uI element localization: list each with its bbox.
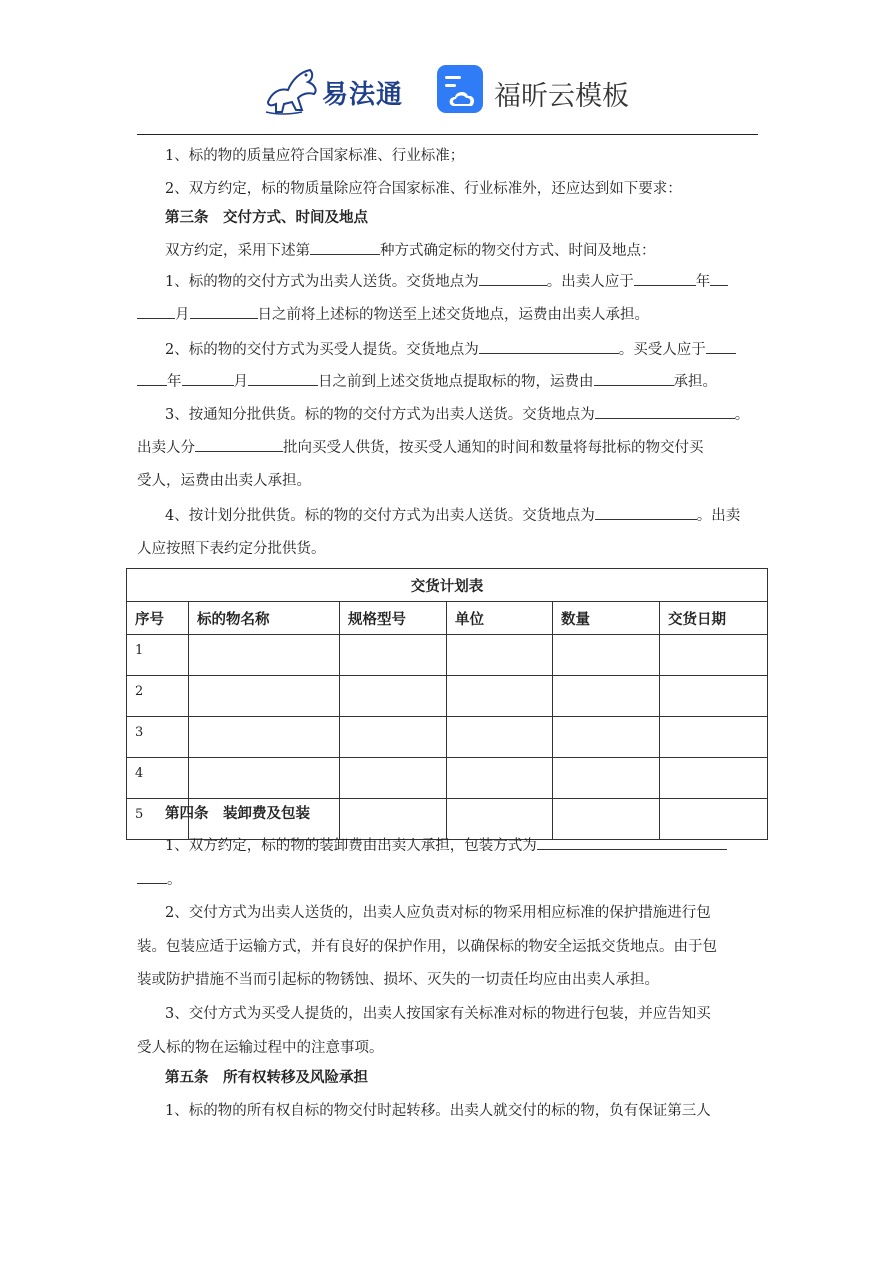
table-cell[interactable] xyxy=(340,717,447,758)
fuxin-text: 福昕云模板 xyxy=(494,81,629,112)
table-cell[interactable] xyxy=(553,676,660,717)
table-cell[interactable] xyxy=(189,717,340,758)
blank-field[interactable] xyxy=(594,371,674,386)
blank-field[interactable] xyxy=(479,339,619,354)
page-header xyxy=(0,58,893,128)
table-cell[interactable] xyxy=(660,717,768,758)
column-header: 标的物名称 xyxy=(189,602,340,635)
blank-field[interactable] xyxy=(479,271,547,286)
yifatong-logo xyxy=(262,62,412,118)
table-cell[interactable] xyxy=(340,635,447,676)
paragraph: 3、交付方式为买受人提货的，出卖人按国家有关标准对标的物进行包装，并应告知买 xyxy=(165,1006,711,1022)
column-header: 交货日期 xyxy=(660,602,768,635)
paragraph: 。 xyxy=(137,869,762,890)
table-cell[interactable] xyxy=(189,635,340,676)
row-number: 5 xyxy=(127,799,189,840)
blank-field[interactable] xyxy=(706,339,736,354)
paragraph: 受人标的物在运输过程中的注意事项。 xyxy=(137,1040,384,1056)
row-number: 1 xyxy=(127,635,189,676)
table-cell[interactable] xyxy=(447,676,553,717)
paragraph: 2、交付方式为出卖人送货的，出卖人应负责对标的物采用相应标准的保护措施进行包 xyxy=(165,905,711,921)
table-cell[interactable] xyxy=(553,717,660,758)
table-row xyxy=(127,758,768,799)
table-cell[interactable] xyxy=(447,717,553,758)
column-header: 数量 xyxy=(553,602,660,635)
blank-field[interactable] xyxy=(248,371,318,386)
paragraph: 受人，运费由出卖人承担。 xyxy=(137,473,311,489)
table-cell[interactable] xyxy=(447,758,553,799)
table-row xyxy=(127,635,768,676)
blank-field[interactable] xyxy=(537,835,727,850)
paragraph: 2、标的物的交付方式为买受人提货。交货地点为 。买受人应于 xyxy=(165,339,762,360)
table-cell[interactable] xyxy=(553,758,660,799)
blank-field[interactable] xyxy=(137,869,167,884)
paragraph: 出卖人分 批向买受人供货，按买受人通知的时间和数量将每批标的物交付买 xyxy=(137,437,762,458)
blank-field[interactable] xyxy=(137,371,167,386)
qilin-icon xyxy=(262,62,324,118)
table-cell[interactable] xyxy=(447,635,553,676)
row-number: 2 xyxy=(127,676,189,717)
paragraph: 装。包装应适于运输方式，并有良好的保护作用，以确保标的物安全运抵交货地点。由于包 xyxy=(137,939,717,955)
paragraph: 3、按通知分批供货。标的物的交付方式为出卖人送货。交货地点为 。 xyxy=(165,404,762,425)
table-row xyxy=(127,676,768,717)
blank-field[interactable] xyxy=(595,505,697,520)
section-heading: 第三条 交付方式、时间及地点 xyxy=(165,209,368,226)
row-number: 3 xyxy=(127,717,189,758)
fuxin-logo xyxy=(436,64,636,116)
column-header: 序号 xyxy=(127,602,189,635)
table-cell[interactable] xyxy=(660,676,768,717)
table-cell[interactable] xyxy=(340,676,447,717)
paragraph: 月 日之前将上述标的物送至上述交货地点，运费由出卖人承担。 xyxy=(137,304,762,325)
blank-field[interactable] xyxy=(595,404,735,419)
table-cell[interactable] xyxy=(189,758,340,799)
blank-field[interactable] xyxy=(634,271,696,286)
paragraph: 双方约定，采用下述第 种方式确定标的物交付方式、时间及地点： xyxy=(165,240,762,261)
table-title: 交货计划表 xyxy=(127,569,768,602)
table-row xyxy=(127,717,768,758)
cloud-doc-icon xyxy=(436,64,486,116)
header-divider xyxy=(137,134,758,135)
paragraph: 年 月 日之前到上述交货地点提取标的物，运费由 承担。 xyxy=(137,371,762,392)
column-header: 单位 xyxy=(447,602,553,635)
column-header: 规格型号 xyxy=(340,602,447,635)
section-heading: 第五条 所有权转移及风险承担 xyxy=(165,1069,368,1086)
blank-field[interactable] xyxy=(710,271,728,286)
paragraph: 1、标的物的交付方式为出卖人送货。交货地点为 。出卖人应于 年 xyxy=(165,271,762,292)
blank-field[interactable] xyxy=(182,371,234,386)
table-cell[interactable] xyxy=(660,758,768,799)
row-number: 4 xyxy=(127,758,189,799)
table-cell[interactable] xyxy=(340,758,447,799)
blank-field[interactable] xyxy=(190,304,258,319)
blank-field[interactable] xyxy=(195,437,283,452)
paragraph: 2、双方约定，标的物质量除应符合国家标准、行业标准外，还应达到如下要求： xyxy=(165,181,682,197)
delivery-plan-table xyxy=(126,568,768,840)
paragraph: 1、标的物的质量应符合国家标准、行业标准； xyxy=(165,148,465,164)
table-header-row xyxy=(127,602,768,635)
paragraph: 装或防护措施不当而引起标的物锈蚀、损坏、灭失的一切责任均应由出卖人承担。 xyxy=(137,972,659,988)
table-cell[interactable] xyxy=(660,635,768,676)
table-cell[interactable] xyxy=(189,676,340,717)
paragraph: 1、标的物的所有权自标的物交付时起转移。出卖人就交付的标的物，负有保证第三人 xyxy=(165,1103,711,1119)
yifatong-text: 易法通 xyxy=(322,80,404,110)
blank-field[interactable] xyxy=(310,240,380,255)
paragraph: 1、双方约定，标的物的装卸费由出卖人承担，包装方式为 xyxy=(165,835,762,856)
blank-field[interactable] xyxy=(137,304,175,319)
section-heading: 第四条 装卸费及包装 xyxy=(165,805,310,822)
table-cell[interactable] xyxy=(553,635,660,676)
paragraph: 4、按计划分批供货。标的物的交付方式为出卖人送货。交货地点为 。出卖 xyxy=(165,505,762,526)
table-title-row xyxy=(127,569,768,602)
paragraph: 人应按照下表约定分批供货。 xyxy=(137,541,326,557)
